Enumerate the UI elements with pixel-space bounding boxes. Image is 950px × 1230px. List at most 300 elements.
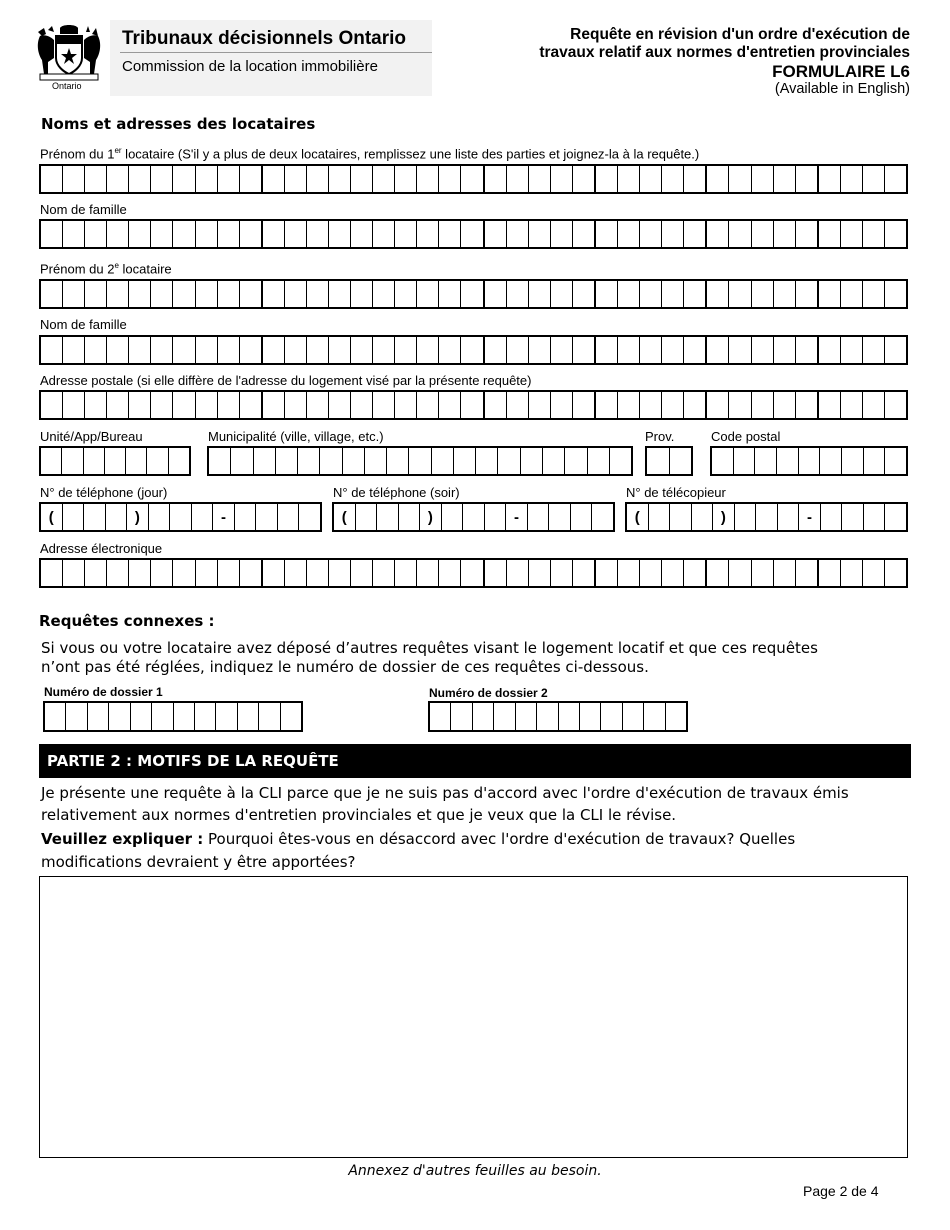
char-box[interactable]	[147, 448, 168, 474]
char-box[interactable]	[240, 166, 263, 192]
char-box[interactable]	[734, 448, 756, 474]
char-box[interactable]	[640, 221, 662, 247]
char-box[interactable]	[439, 281, 461, 307]
char-box[interactable]	[151, 281, 173, 307]
char-box[interactable]	[752, 281, 774, 307]
char-box[interactable]	[107, 166, 129, 192]
char-box[interactable]	[218, 337, 240, 363]
char-box[interactable]	[485, 392, 507, 418]
first-name-2-input[interactable]	[39, 279, 908, 309]
char-box[interactable]	[618, 281, 640, 307]
char-box[interactable]	[521, 448, 543, 474]
char-box[interactable]	[439, 221, 461, 247]
char-box[interactable]	[841, 166, 863, 192]
char-box[interactable]	[885, 281, 906, 307]
char-box[interactable]	[662, 281, 684, 307]
char-box[interactable]	[640, 560, 662, 586]
char-box[interactable]	[819, 392, 841, 418]
char-box[interactable]	[529, 337, 551, 363]
char-box[interactable]	[373, 560, 395, 586]
char-box[interactable]	[329, 166, 351, 192]
char-box[interactable]	[618, 392, 640, 418]
char-box[interactable]	[254, 448, 276, 474]
char-box[interactable]	[88, 703, 109, 730]
char-box[interactable]	[712, 448, 734, 474]
char-box[interactable]	[41, 281, 63, 307]
char-box[interactable]	[151, 221, 173, 247]
char-box[interactable]	[307, 281, 329, 307]
char-box[interactable]	[395, 392, 417, 418]
char-box[interactable]	[573, 560, 596, 586]
char-box[interactable]	[662, 392, 684, 418]
char-box[interactable]	[329, 392, 351, 418]
char-box[interactable]	[670, 448, 692, 474]
char-box[interactable]	[343, 448, 365, 474]
char-box[interactable]	[662, 560, 684, 586]
char-box[interactable]	[276, 448, 298, 474]
char-box[interactable]	[41, 221, 63, 247]
municipality-input[interactable]	[207, 446, 633, 476]
char-box[interactable]	[63, 560, 85, 586]
char-box[interactable]	[618, 221, 640, 247]
char-box[interactable]	[752, 166, 774, 192]
char-box[interactable]	[387, 448, 409, 474]
char-box[interactable]	[863, 392, 885, 418]
char-box[interactable]	[63, 221, 85, 247]
char-box[interactable]	[196, 337, 218, 363]
char-box[interactable]	[461, 337, 484, 363]
char-box[interactable]	[409, 448, 431, 474]
char-box[interactable]	[662, 166, 684, 192]
char-box[interactable]	[218, 221, 240, 247]
char-box[interactable]	[610, 448, 631, 474]
char-box[interactable]	[529, 221, 551, 247]
char-box[interactable]	[281, 703, 301, 730]
char-box[interactable]	[329, 281, 351, 307]
char-box[interactable]	[173, 392, 195, 418]
char-box[interactable]	[820, 448, 842, 474]
char-box[interactable]	[129, 337, 151, 363]
char-box[interactable]	[307, 337, 329, 363]
char-box[interactable]	[596, 281, 618, 307]
char-box[interactable]	[85, 392, 107, 418]
char-box[interactable]	[729, 560, 751, 586]
char-box[interactable]	[107, 281, 129, 307]
char-box[interactable]	[373, 281, 395, 307]
char-box[interactable]	[259, 703, 280, 730]
char-box[interactable]	[373, 392, 395, 418]
char-box[interactable]	[395, 281, 417, 307]
explanation-textarea[interactable]	[39, 876, 908, 1158]
char-box[interactable]	[507, 221, 529, 247]
char-box[interactable]	[752, 560, 774, 586]
char-box[interactable]	[285, 337, 307, 363]
char-box[interactable]	[240, 560, 263, 586]
char-box[interactable]	[819, 166, 841, 192]
unit-input[interactable]	[39, 446, 191, 476]
char-box[interactable]	[320, 448, 342, 474]
char-box[interactable]	[430, 703, 451, 730]
char-box[interactable]	[707, 221, 729, 247]
char-box[interactable]	[151, 560, 173, 586]
char-box[interactable]	[240, 392, 263, 418]
char-box[interactable]	[507, 166, 529, 192]
char-box[interactable]	[238, 703, 259, 730]
char-box[interactable]	[173, 560, 195, 586]
char-box[interactable]	[485, 166, 507, 192]
postal-code-input[interactable]	[710, 446, 908, 476]
char-box[interactable]	[752, 392, 774, 418]
char-box[interactable]	[841, 221, 863, 247]
char-box[interactable]	[126, 448, 147, 474]
char-box[interactable]	[796, 392, 819, 418]
char-box[interactable]	[494, 703, 515, 730]
char-box[interactable]	[285, 166, 307, 192]
char-box[interactable]	[485, 221, 507, 247]
char-box[interactable]	[109, 703, 130, 730]
char-box[interactable]	[439, 166, 461, 192]
char-box[interactable]	[707, 166, 729, 192]
char-box[interactable]	[351, 337, 373, 363]
char-box[interactable]	[640, 337, 662, 363]
char-box[interactable]	[573, 337, 596, 363]
char-box[interactable]	[196, 392, 218, 418]
char-box[interactable]	[842, 448, 864, 474]
char-box[interactable]	[196, 560, 218, 586]
char-box[interactable]	[885, 560, 906, 586]
char-box[interactable]	[216, 703, 237, 730]
char-box[interactable]	[863, 221, 885, 247]
char-box[interactable]	[684, 392, 707, 418]
char-box[interactable]	[543, 448, 565, 474]
char-box[interactable]	[169, 448, 189, 474]
char-box[interactable]	[774, 392, 796, 418]
char-box[interactable]	[662, 337, 684, 363]
char-box[interactable]	[107, 560, 129, 586]
char-box[interactable]	[196, 166, 218, 192]
char-box[interactable]	[461, 221, 484, 247]
char-box[interactable]	[41, 337, 63, 363]
char-box[interactable]	[417, 560, 439, 586]
char-box[interactable]	[529, 560, 551, 586]
char-box[interactable]	[439, 392, 461, 418]
char-box[interactable]	[41, 560, 63, 586]
char-box[interactable]	[351, 281, 373, 307]
char-box[interactable]	[85, 337, 107, 363]
char-box[interactable]	[196, 281, 218, 307]
char-box[interactable]	[640, 281, 662, 307]
char-box[interactable]	[565, 448, 587, 474]
char-box[interactable]	[417, 281, 439, 307]
first-name-1-input[interactable]	[39, 164, 908, 194]
char-box[interactable]	[107, 221, 129, 247]
char-box[interactable]	[551, 221, 573, 247]
char-box[interactable]	[461, 166, 484, 192]
char-box[interactable]	[218, 560, 240, 586]
char-box[interactable]	[596, 560, 618, 586]
char-box[interactable]	[684, 166, 707, 192]
char-box[interactable]	[107, 392, 129, 418]
char-box[interactable]	[63, 337, 85, 363]
char-box[interactable]	[885, 448, 906, 474]
char-box[interactable]	[461, 560, 484, 586]
char-box[interactable]	[285, 392, 307, 418]
char-box[interactable]	[307, 221, 329, 247]
char-box[interactable]	[263, 281, 285, 307]
char-box[interactable]	[885, 392, 906, 418]
char-box[interactable]	[601, 703, 622, 730]
char-box[interactable]	[395, 221, 417, 247]
char-box[interactable]	[439, 560, 461, 586]
char-box[interactable]	[752, 221, 774, 247]
char-box[interactable]	[684, 281, 707, 307]
char-box[interactable]	[105, 448, 126, 474]
char-box[interactable]	[529, 281, 551, 307]
char-box[interactable]	[485, 337, 507, 363]
char-box[interactable]	[107, 337, 129, 363]
char-box[interactable]	[63, 392, 85, 418]
char-box[interactable]	[618, 337, 640, 363]
char-box[interactable]	[263, 221, 285, 247]
char-box[interactable]	[729, 337, 751, 363]
char-box[interactable]	[498, 448, 520, 474]
char-box[interactable]	[485, 281, 507, 307]
char-box[interactable]	[329, 337, 351, 363]
char-box[interactable]	[684, 337, 707, 363]
email-input[interactable]	[39, 558, 908, 588]
char-box[interactable]	[640, 166, 662, 192]
char-box[interactable]	[841, 560, 863, 586]
mailing-address-input[interactable]	[39, 390, 908, 420]
char-box[interactable]	[307, 166, 329, 192]
char-box[interactable]	[461, 281, 484, 307]
char-box[interactable]	[129, 221, 151, 247]
fax-input[interactable]	[625, 502, 908, 532]
char-box[interactable]	[45, 703, 66, 730]
char-box[interactable]	[551, 337, 573, 363]
char-box[interactable]	[298, 448, 320, 474]
char-box[interactable]	[596, 221, 618, 247]
phone-day-input[interactable]	[39, 502, 322, 532]
char-box[interactable]	[173, 281, 195, 307]
char-box[interactable]	[85, 281, 107, 307]
char-box[interactable]	[84, 448, 105, 474]
char-box[interactable]	[66, 703, 87, 730]
char-box[interactable]	[395, 166, 417, 192]
char-box[interactable]	[841, 337, 863, 363]
char-box[interactable]	[329, 221, 351, 247]
char-box[interactable]	[707, 281, 729, 307]
char-box[interactable]	[596, 392, 618, 418]
char-box[interactable]	[85, 166, 107, 192]
char-box[interactable]	[218, 281, 240, 307]
char-box[interactable]	[151, 166, 173, 192]
char-box[interactable]	[231, 448, 253, 474]
char-box[interactable]	[485, 560, 507, 586]
char-box[interactable]	[551, 166, 573, 192]
char-box[interactable]	[507, 560, 529, 586]
char-box[interactable]	[218, 166, 240, 192]
file-number-1-input[interactable]	[43, 701, 303, 732]
char-box[interactable]	[796, 166, 819, 192]
char-box[interactable]	[707, 560, 729, 586]
char-box[interactable]	[796, 337, 819, 363]
char-box[interactable]	[623, 703, 644, 730]
char-box[interactable]	[551, 560, 573, 586]
char-box[interactable]	[863, 337, 885, 363]
char-box[interactable]	[618, 560, 640, 586]
char-box[interactable]	[819, 281, 841, 307]
char-box[interactable]	[684, 221, 707, 247]
char-box[interactable]	[752, 337, 774, 363]
char-box[interactable]	[885, 221, 906, 247]
char-box[interactable]	[774, 337, 796, 363]
char-box[interactable]	[529, 166, 551, 192]
char-box[interactable]	[707, 392, 729, 418]
char-box[interactable]	[864, 448, 886, 474]
char-box[interactable]	[195, 703, 216, 730]
char-box[interactable]	[573, 221, 596, 247]
char-box[interactable]	[507, 281, 529, 307]
char-box[interactable]	[777, 448, 799, 474]
char-box[interactable]	[618, 166, 640, 192]
char-box[interactable]	[329, 560, 351, 586]
char-box[interactable]	[263, 392, 285, 418]
char-box[interactable]	[307, 560, 329, 586]
char-box[interactable]	[799, 448, 821, 474]
province-input[interactable]	[645, 446, 693, 476]
char-box[interactable]	[173, 166, 195, 192]
char-box[interactable]	[417, 337, 439, 363]
char-box[interactable]	[209, 448, 231, 474]
char-box[interactable]	[796, 560, 819, 586]
char-box[interactable]	[62, 448, 83, 474]
char-box[interactable]	[841, 281, 863, 307]
char-box[interactable]	[473, 703, 494, 730]
char-box[interactable]	[551, 392, 573, 418]
char-box[interactable]	[537, 703, 558, 730]
char-box[interactable]	[240, 337, 263, 363]
char-box[interactable]	[365, 448, 387, 474]
char-box[interactable]	[516, 703, 537, 730]
char-box[interactable]	[263, 166, 285, 192]
char-box[interactable]	[729, 281, 751, 307]
char-box[interactable]	[240, 281, 263, 307]
char-box[interactable]	[529, 392, 551, 418]
char-box[interactable]	[507, 392, 529, 418]
char-box[interactable]	[174, 703, 195, 730]
char-box[interactable]	[263, 337, 285, 363]
char-box[interactable]	[507, 337, 529, 363]
char-box[interactable]	[684, 560, 707, 586]
char-box[interactable]	[173, 221, 195, 247]
char-box[interactable]	[131, 703, 152, 730]
char-box[interactable]	[662, 221, 684, 247]
char-box[interactable]	[373, 166, 395, 192]
char-box[interactable]	[885, 337, 906, 363]
char-box[interactable]	[63, 166, 85, 192]
char-box[interactable]	[63, 281, 85, 307]
char-box[interactable]	[218, 392, 240, 418]
char-box[interactable]	[41, 448, 62, 474]
file-number-2-input[interactable]	[428, 701, 688, 732]
char-box[interactable]	[307, 392, 329, 418]
char-box[interactable]	[285, 221, 307, 247]
last-name-2-input[interactable]	[39, 335, 908, 365]
char-box[interactable]	[774, 221, 796, 247]
char-box[interactable]	[373, 337, 395, 363]
char-box[interactable]	[417, 221, 439, 247]
char-box[interactable]	[417, 166, 439, 192]
char-box[interactable]	[755, 448, 777, 474]
char-box[interactable]	[644, 703, 665, 730]
char-box[interactable]	[707, 337, 729, 363]
char-box[interactable]	[85, 560, 107, 586]
char-box[interactable]	[588, 448, 610, 474]
last-name-1-input[interactable]	[39, 219, 908, 249]
char-box[interactable]	[461, 392, 484, 418]
char-box[interactable]	[819, 337, 841, 363]
char-box[interactable]	[152, 703, 173, 730]
char-box[interactable]	[85, 221, 107, 247]
char-box[interactable]	[596, 337, 618, 363]
char-box[interactable]	[432, 448, 454, 474]
char-box[interactable]	[129, 281, 151, 307]
char-box[interactable]	[351, 560, 373, 586]
char-box[interactable]	[666, 703, 686, 730]
char-box[interactable]	[729, 221, 751, 247]
char-box[interactable]	[41, 392, 63, 418]
char-box[interactable]	[263, 560, 285, 586]
char-box[interactable]	[454, 448, 476, 474]
char-box[interactable]	[285, 560, 307, 586]
char-box[interactable]	[640, 392, 662, 418]
char-box[interactable]	[439, 337, 461, 363]
char-box[interactable]	[451, 703, 472, 730]
char-box[interactable]	[774, 166, 796, 192]
char-box[interactable]	[351, 166, 373, 192]
char-box[interactable]	[151, 392, 173, 418]
char-box[interactable]	[580, 703, 601, 730]
char-box[interactable]	[647, 448, 670, 474]
char-box[interactable]	[841, 392, 863, 418]
char-box[interactable]	[819, 221, 841, 247]
char-box[interactable]	[729, 392, 751, 418]
char-box[interactable]	[129, 392, 151, 418]
char-box[interactable]	[573, 166, 596, 192]
char-box[interactable]	[863, 560, 885, 586]
char-box[interactable]	[551, 281, 573, 307]
phone-evening-input[interactable]	[332, 502, 615, 532]
char-box[interactable]	[41, 166, 63, 192]
char-box[interactable]	[373, 221, 395, 247]
char-box[interactable]	[285, 281, 307, 307]
char-box[interactable]	[796, 281, 819, 307]
char-box[interactable]	[240, 221, 263, 247]
char-box[interactable]	[774, 560, 796, 586]
char-box[interactable]	[796, 221, 819, 247]
char-box[interactable]	[863, 166, 885, 192]
char-box[interactable]	[395, 560, 417, 586]
char-box[interactable]	[729, 166, 751, 192]
char-box[interactable]	[819, 560, 841, 586]
char-box[interactable]	[151, 337, 173, 363]
char-box[interactable]	[417, 392, 439, 418]
char-box[interactable]	[559, 703, 580, 730]
char-box[interactable]	[395, 337, 417, 363]
char-box[interactable]	[476, 448, 498, 474]
char-box[interactable]	[863, 281, 885, 307]
